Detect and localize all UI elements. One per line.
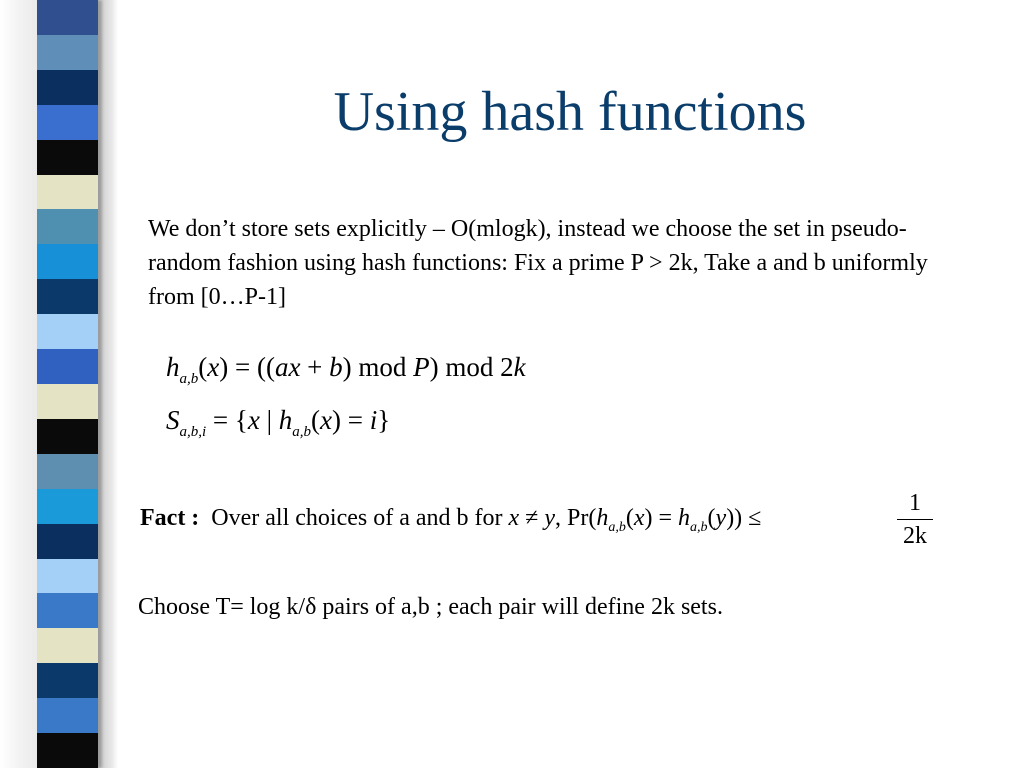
set-formula: $S_{a,b,i} = \{x$ | $h_{a,b}(x) = i$} bbox=[166, 405, 391, 440]
stripe-segment bbox=[37, 663, 98, 698]
stripe-segment bbox=[37, 524, 98, 559]
stripe-segment bbox=[37, 384, 98, 419]
stripe-segment bbox=[37, 454, 98, 489]
stripe-segment bbox=[37, 105, 98, 140]
slide-title: Using hash functions bbox=[333, 81, 807, 143]
fraction-denominator: 2k bbox=[903, 523, 927, 549]
stripe-segment bbox=[37, 628, 98, 663]
side-decoration-stripe bbox=[37, 0, 98, 768]
stripe-segment bbox=[37, 70, 98, 105]
fact-formula: x ≠ y, $Pr(h_{a,b}(x) = h_{a,b}(y))$ ≤ bbox=[508, 505, 762, 535]
stripe-segment bbox=[37, 314, 98, 349]
stripe-segment bbox=[37, 209, 98, 244]
fact-line bbox=[140, 505, 761, 536]
stripe-segment bbox=[37, 140, 98, 175]
stripe-segment bbox=[37, 35, 98, 70]
stripe-segment bbox=[37, 698, 98, 733]
stripe-segment bbox=[37, 349, 98, 384]
stripe-segment bbox=[37, 175, 98, 210]
stripe-segment bbox=[37, 279, 98, 314]
stripe-segment bbox=[37, 419, 98, 454]
stripe-segment bbox=[37, 593, 98, 628]
stripe-segment bbox=[37, 0, 98, 35]
choose-line: Choose T= log k/δ pairs of a,b ; each pair will define 2k sets. bbox=[138, 594, 723, 620]
fraction-bar bbox=[897, 519, 933, 520]
fact-fraction bbox=[897, 488, 933, 550]
fraction-numerator: 1 bbox=[909, 490, 921, 516]
intro-paragraph: We don’t store sets explicitly – O(mlogk), instead we choose the set in pseudo-random fashion using hash functions: Fix a prime P > 2k, Take a and b uniformly from [0…P-1] bbox=[148, 216, 928, 310]
hash-formula: $h_{a,b}(x) = ((ax + b)$ mod P) mod 2k bbox=[166, 352, 526, 387]
stripe-segment bbox=[37, 733, 98, 768]
fact-label: Fact : bbox=[140, 505, 200, 531]
stripe-segment bbox=[37, 489, 98, 524]
stripe-segment bbox=[37, 559, 98, 594]
fact-text: Over all choices of a and b for bbox=[211, 505, 503, 531]
stripe-segment bbox=[37, 244, 98, 279]
